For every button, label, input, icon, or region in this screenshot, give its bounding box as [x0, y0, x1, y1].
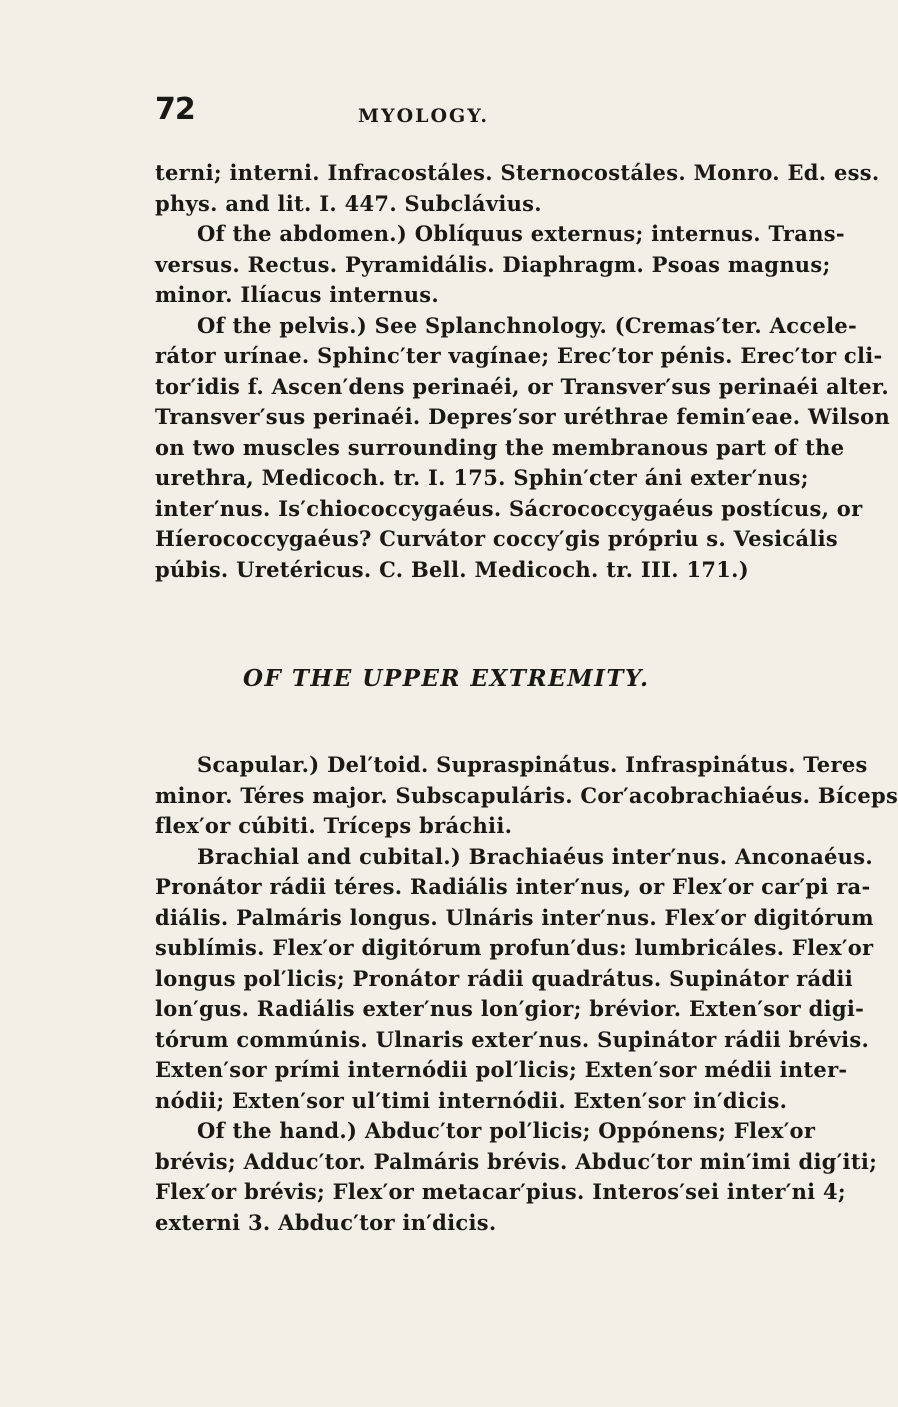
text-line: nódii; Exten′sor ul′timi internódii. Exten′sor in′dicis. — [155, 1087, 788, 1113]
text-line: sublímis. Flex′or digitórum profun′dus: lumbricáles. Flex′or — [155, 935, 874, 960]
text-line: phys. and lit. I. 447. Subclávius. — [155, 190, 542, 216]
text-line: versus. Rectus. Pyramidális. Diaphragm. Psoas magnus; — [155, 251, 831, 277]
text-line: Transver′sus perinaéi. Depres′sor uréthrae femin′eae. Wilson — [155, 404, 891, 429]
text-line: lon′gus. Radiális exter′nus lon′gior; brévior. Exten′sor digi- — [155, 996, 865, 1021]
text-line: rátor urínae. Sphinc′ter vagínae; Erec′tor pénis. Erec′tor cli- — [155, 343, 883, 368]
text-line: minor. Téres major. Subscapuláris. Cor′acobrachiaéus. Bíceps — [155, 782, 898, 808]
text-line: Exten′sor prími internódii pol′licis; Exten′sor médii inter- — [155, 1057, 848, 1082]
text-line: longus pol′licis; Pronátor rádii quadrátus. Supinátor rádii — [155, 965, 853, 991]
text-line: tórum commúnis. Ulnaris exter′nus. Supinátor rádii brévis. — [155, 1026, 870, 1052]
paragraph-start-line: Of the abdomen.) Oblíquus externus; internus. Trans- — [197, 221, 845, 246]
running-head: MYOLOGY. — [358, 105, 490, 127]
text-line: Pronátor rádii téres. Radiális inter′nus, or Flex′or car′pi ra- — [155, 874, 871, 899]
text-line: minor. Ilíacus internus. — [155, 282, 440, 307]
text-line: Flex′or brévis; Flex′or metacar′pius. Interos′sei inter′ni 4; — [155, 1179, 846, 1204]
text-line: on two muscles surrounding the membranous part of the — [155, 434, 845, 460]
text-line: diális. Palmáris longus. Ulnáris inter′nus. Flex′or digitórum — [155, 904, 874, 930]
section-pelvis-abdomen-text — [155, 158, 891, 585]
section-title: OF THE UPPER EXTREMITY. — [243, 665, 650, 692]
text-line: púbis. Uretéricus. C. Bell. Medicoch. tr. III. 171.) — [155, 556, 750, 582]
paragraph-start-line: Of the pelvis.) See Splanchnology. (Cremas′ter. Accele- — [197, 312, 858, 338]
paragraph-start-line: Of the hand.) Abduc′tor pol′licis; Oppónens; Flex′or — [197, 1118, 816, 1143]
page-number: 72 — [155, 92, 195, 127]
text-line: brévis; Adduc′tor. Palmáris brévis. Abduc′tor min′imi dig′iti; — [155, 1148, 878, 1174]
text-line: tor′idis f. Ascen′dens perinaéi, or Transver′sus perinaéi alter. — [155, 373, 889, 399]
text-line: externi 3. Abduc′tor in′dicis. — [155, 1209, 497, 1235]
text-line: Híerococcygaéus? Curvátor coccy′gis própriu s. Vesicális — [155, 526, 839, 551]
text-line: flex′or cúbiti. Tríceps bráchii. — [155, 813, 513, 838]
text-line: terni; interni. Infracostáles. Sternocostáles. Monro. Ed. ess. — [155, 160, 880, 185]
text-line: inter′nus. Is′chiococcygaéus. Sácrococcygaéus postícus, or — [155, 495, 863, 521]
page-header — [155, 92, 795, 132]
text-line: urethra, Medicoch. tr. I. 175. Sphin′cter áni exter′nus; — [155, 465, 809, 490]
section-upper-extremity-text — [155, 750, 898, 1238]
paragraph-start-line: Scapular.) Del′toid. Supraspinátus. Infraspinátus. Teres — [197, 752, 868, 777]
paragraph-start-line: Brachial and cubital.) Brachiaéus inter′nus. Anconaéus. — [197, 843, 873, 869]
